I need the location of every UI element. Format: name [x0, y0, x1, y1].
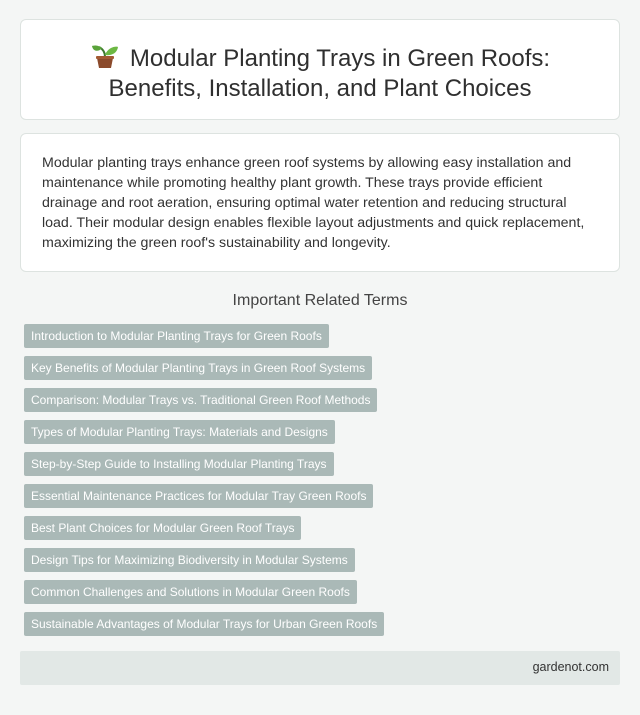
- related-term-tag[interactable]: Best Plant Choices for Modular Green Roof Trays: [24, 516, 301, 540]
- footer: [20, 651, 620, 685]
- related-term-tag[interactable]: Common Challenges and Solutions in Modular Green Roofs: [24, 580, 357, 604]
- related-term-tag[interactable]: Comparison: Modular Trays vs. Traditional Green Roof Methods: [24, 388, 377, 412]
- intro-card: [20, 133, 620, 272]
- sprout-icon: [90, 43, 122, 69]
- title-card: [20, 19, 620, 120]
- related-term-tag[interactable]: Key Benefits of Modular Planting Trays in Green Roof Systems: [24, 356, 372, 380]
- related-term-tag[interactable]: Sustainable Advantages of Modular Trays for Urban Green Roofs: [24, 612, 384, 636]
- related-terms-heading: Important Related Terms: [232, 292, 408, 309]
- intro-text: Modular planting trays enhance green roof systems by allowing easy installation and maintenance while promoting healthy plant growth. These trays provide efficient drainage and root aeration, ensuring optimal water retention and reducing structural load. Their modular design enables flexible layout adjustments and quick replacement, maximizing the green roof's sustainability and longevity.: [42, 155, 585, 251]
- page-title: [21, 43, 619, 104]
- related-term-tag[interactable]: Step-by-Step Guide to Installing Modular Planting Trays: [24, 452, 334, 476]
- related-term-tag[interactable]: Essential Maintenance Practices for Modular Tray Green Roofs: [24, 484, 373, 508]
- title-line-1: Modular Planting Trays in Green Roofs:: [129, 45, 551, 72]
- footer-site-link[interactable]: gardenot.com: [532, 660, 609, 674]
- related-term-tag[interactable]: Introduction to Modular Planting Trays for Green Roofs: [24, 324, 329, 348]
- title-line-2: Benefits, Installation, and Plant Choices: [108, 75, 532, 102]
- related-term-tag[interactable]: Types of Modular Planting Trays: Materials and Designs: [24, 420, 335, 444]
- related-term-tag[interactable]: Design Tips for Maximizing Biodiversity in Modular Systems: [24, 548, 355, 572]
